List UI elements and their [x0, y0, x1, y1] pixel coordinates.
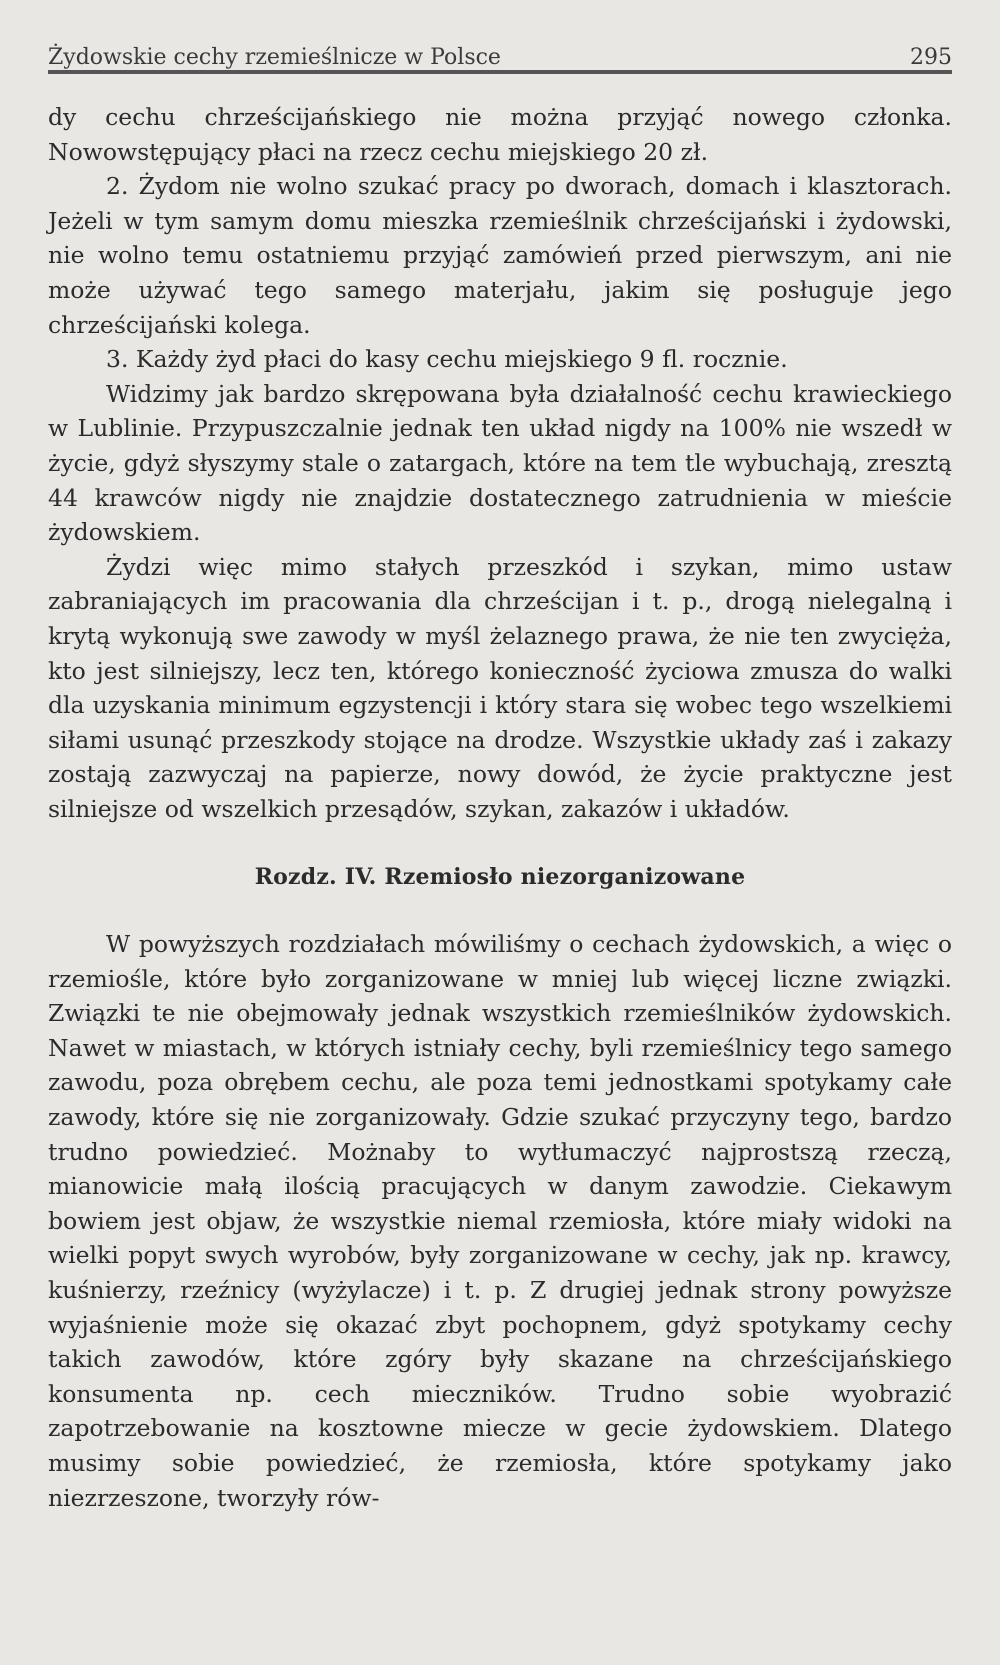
- section-part-2: [48, 927, 952, 1515]
- paragraph: Żydzi więc mimo stałych przeszkód i szykan, mimo ustaw zabraniających im pracowania dla chrześcijan i t. p., drogą nielegalną i krytą wykonują swe zawody w myśl żelaznego prawa, że nie ten zwycięża, kto jest silniejszy, lecz ten, którego konieczność życiowa zmusza do walki dla uzyskania minimum egzystencji i który stara się wobec tego wszelkiemi siłami usunąć przeszkody stojące na drodze. Wszystkie układy zaś i zakazy zostają zazwyczaj na papierze, nowy dowód, że życie praktyczne jest silniejsze od wszelkich przesądów, szykan, zakazów i układów.: [48, 552, 952, 823]
- paragraph: dy cechu chrześcijańskiego nie można przyjąć nowego członka. Nowowstępujący płaci na rzecz cechu miejskiego 20 zł.: [48, 103, 952, 166]
- chapter-heading: Rozdz. IV. Rzemiosło niezorganizowane: [254, 864, 746, 891]
- page-header: [48, 32, 952, 70]
- paragraph: Widzimy jak bardzo skrępowana była działalność cechu krawieckiego w Lublinie. Przypuszczalnie jednak ten układ nigdy na 100% nie wszedł w życie, gdyż słyszymy stale o zatargach, które na tem tle wybuchają, zresztą 44 krawców nigdy nie znajdzie dostatecznego zatrudnienia w mieście żydowskiem.: [48, 379, 952, 547]
- paragraph: 3. Każdy żyd płaci do kasy cechu miejskiego 9 fl. rocznie.: [106, 345, 788, 374]
- page-number: 295: [910, 45, 952, 70]
- paragraph: W powyższych rozdziałach mówiliśmy o cechach żydowskich, a więc o rzemiośle, które było zorganizowane w mniej lub więcej liczne związki. Związki te nie obejmowały jednak wszystkich rzemieślników żydowskich. Nawet w miastach, w których istniały cechy, byli rzemieślnicy tego samego zawodu, poza obrębem cechu, ale poza temi jednostkami spotykamy całe zawody, które się nie zorganizowały. Gdzie szukać przyczyny tego, bardzo trudno powiedzieć. Możnaby to wytłumaczyć najprostszą rzeczą, mianowicie małą ilością pracujących w danym zawodzie. Ciekawym bowiem jest objaw, że wszystkie niemal rzemiosła, które miały widoki na wielki popyt swych wyrobów, były zorganizowane w cechy, jak np. krawcy, kuśnierzy, rzeźnicy (wyżylacze) i t. p. Z drugiej jednak strony powyższe wyjaśnienie może się okazać zbyt pochopnem, gdyż spotykamy cechy takich zawodów, które zgóry były skazane na chrześcijańskiego konsumenta np. cech mieczników. Trudno sobie wyobrazić zapotrzebowanie na kosztowne miecze w gecie żydowskiem. Dlatego musimy sobie powiedzieć, że rzemiosła, które spotykamy jako niezrzeszone, tworzyły rów-: [48, 930, 952, 1512]
- running-title: Żydowskie cechy rzemieślnicze w Polsce: [48, 45, 501, 70]
- header-rule: [48, 70, 952, 74]
- body-text: [48, 100, 952, 1515]
- paragraph: 2. Żydom nie wolno szukać pracy po dworach, domach i klasztorach. Jeżeli w tym samym domu mieszka rzemieślnik chrześcijański i żydowski, nie wolno temu ostatniemu przyjąć zamówień przed pierwszym, ani nie może używać tego samego materjału, jakim się posługuje jego chrześcijański kolega.: [48, 172, 952, 339]
- section-part-1: [48, 100, 952, 826]
